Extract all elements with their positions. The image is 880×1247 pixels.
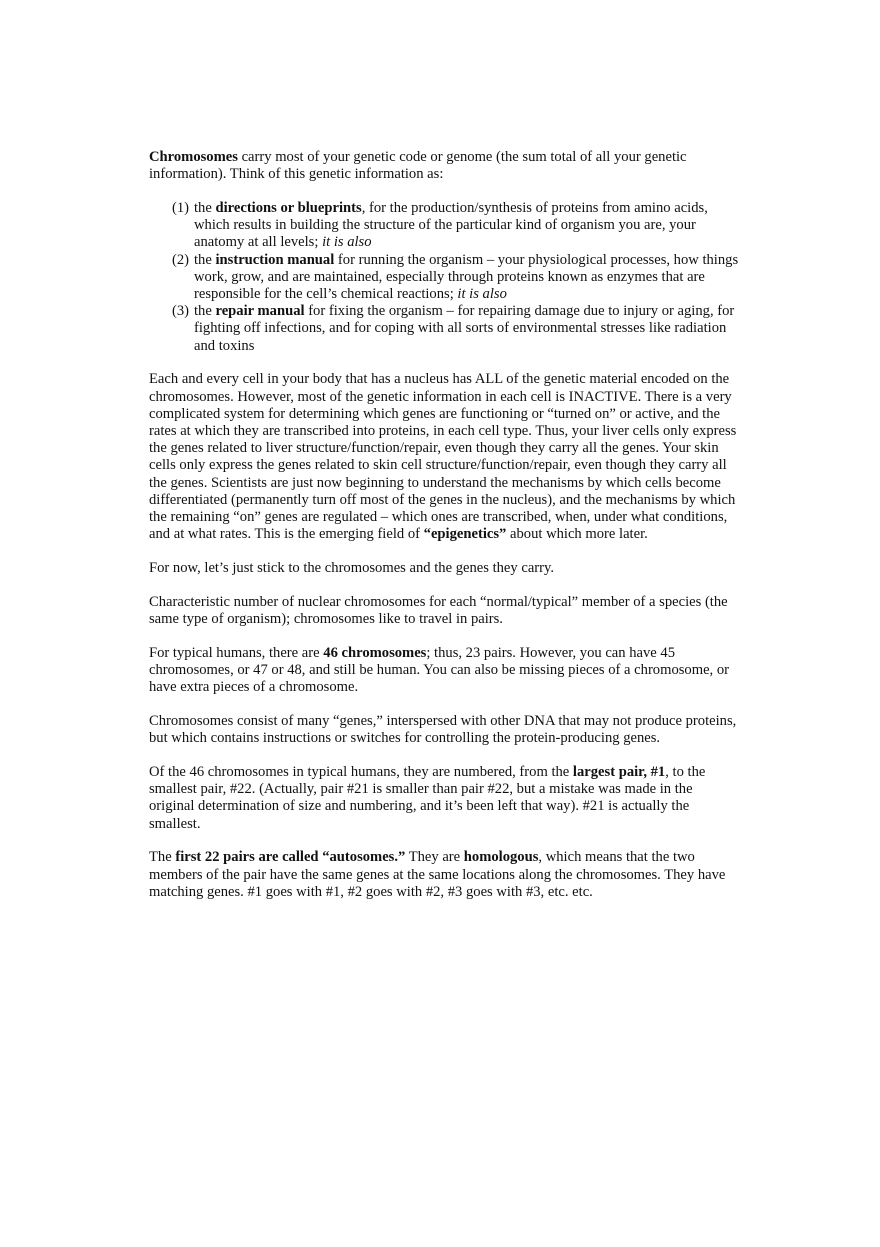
intro-paragraph xyxy=(149,149,739,183)
cells-text: Each and every cell in your body that has a nucleus has ALL of the genetic material encoded on the chromosomes. However, most of the genetic information in each cell is INACTIVE. There is a very complicated system for determining which genes are functioning or “turned on” or active, and the rates at which they are transcribed into proteins, in each cell type. Thus, your liver cells only express the genes related to liver structure/function/repair, even though they carry all the genes. Your skin cells only express the genes related to skin cell structure/function/repair, even though they carry all the genes. Scientists are just now beginning to understand the mechanisms by which cells become differentiated (permanently turn off most of the genes in the nucleus), and the mechanisms by which the remaining “on” genes are regulated – which ones are transcribed, when, under what conditions, and at what rates. This is the emerging field of xyxy=(149,371,737,543)
cells-tail: about which more later. xyxy=(506,526,648,543)
auto-pre: The xyxy=(149,849,176,866)
list-item-prefix: the xyxy=(194,251,216,268)
list-number: (1) xyxy=(172,200,190,216)
genes-paragraph: Chromosomes consist of many “genes,” interspersed with other DNA that may not produce proteins, but which contains instructions or switches for controlling the protein-producing genes. xyxy=(149,713,737,747)
list-item-text: for running the organism – your physiological processes, how things work, grow, and are maintained, especially through proteins known as enzymes that are responsible for the cell’s chemical reactions; xyxy=(194,251,739,303)
list-number: (3) xyxy=(172,303,190,320)
list-item-text: for fixing the organism – for repairing damage due to injury or aging, for fighting off infections, and for coping with all sorts of environmental stresses like radiation and toxins xyxy=(194,303,735,354)
list-item-term: instruction manual xyxy=(215,251,335,268)
order-post: , to the smallest pair, #22. (Actually, pair #21 is smaller than pair #22, but a mistake was made in the original determination of size and numbering, and it’s been left that way). #21 is actually the smallest. xyxy=(149,764,706,832)
list-item-term: repair manual xyxy=(215,303,305,320)
largest-pair-term: largest pair, #1 xyxy=(572,764,666,781)
numbering-paragraph xyxy=(149,764,739,833)
for-now-paragraph: For now, let’s just stick to the chromosomes and the genes they carry. xyxy=(149,560,555,577)
cells-paragraph xyxy=(149,371,739,543)
auto-mid: They are xyxy=(405,849,464,866)
list-item-prefix: the xyxy=(194,303,216,320)
characteristic-number-paragraph: Characteristic number of nuclear chromosomes for each “normal/typical” member of a species (the same type of organism); chromosomes like to travel in pairs. xyxy=(149,593,728,628)
list-item xyxy=(149,303,739,355)
order-pre: Of the 46 chromosomes in typical humans, they are numbered, from the xyxy=(149,764,573,781)
document-page xyxy=(149,149,739,918)
list-item xyxy=(149,200,739,252)
auto-post: , which means that the two members of the pair have the same genes at the same locations along the chromosomes. They have matching genes. #1 goes with #1, #2 goes with #2, #3 goes with #3, etc. etc. xyxy=(149,849,726,900)
humans-post: ; thus, 23 pairs. However, you can have 45 chromosomes, or 47 or 48, and still be human. You can also be missing pieces of a chromosome, or have extra pieces of a chromosome. xyxy=(149,644,730,696)
homologous-term: homologous xyxy=(463,849,539,866)
chromosomes-term: Chromosomes xyxy=(149,149,238,165)
list-item-term: directions or blueprints xyxy=(215,200,362,216)
epigenetics-term: “epigenetics” xyxy=(423,526,507,543)
list-number: (2) xyxy=(172,251,190,268)
list-item-italic: it is also xyxy=(457,286,507,303)
list-item xyxy=(149,252,739,304)
chromosome-count-term: 46 chromosomes xyxy=(323,644,427,661)
intro-text: carry most of your genetic code or genome (the sum total of all your genetic information). Think of this genetic information as: xyxy=(149,149,687,183)
list-item-prefix: the xyxy=(194,200,216,216)
list-item-italic: it is also xyxy=(322,234,372,251)
genetic-info-list xyxy=(149,200,739,355)
typical-humans-paragraph xyxy=(149,645,739,697)
autosomes-paragraph xyxy=(149,849,739,901)
humans-pre: For typical humans, there are xyxy=(149,644,324,661)
list-item-text: , for the production/synthesis of proteins from amino acids, which results in building the structure of the particular kind of organism you are, your anatomy at all levels; xyxy=(194,200,708,251)
autosomes-term: first 22 pairs are called “autosomes.” xyxy=(175,849,406,866)
